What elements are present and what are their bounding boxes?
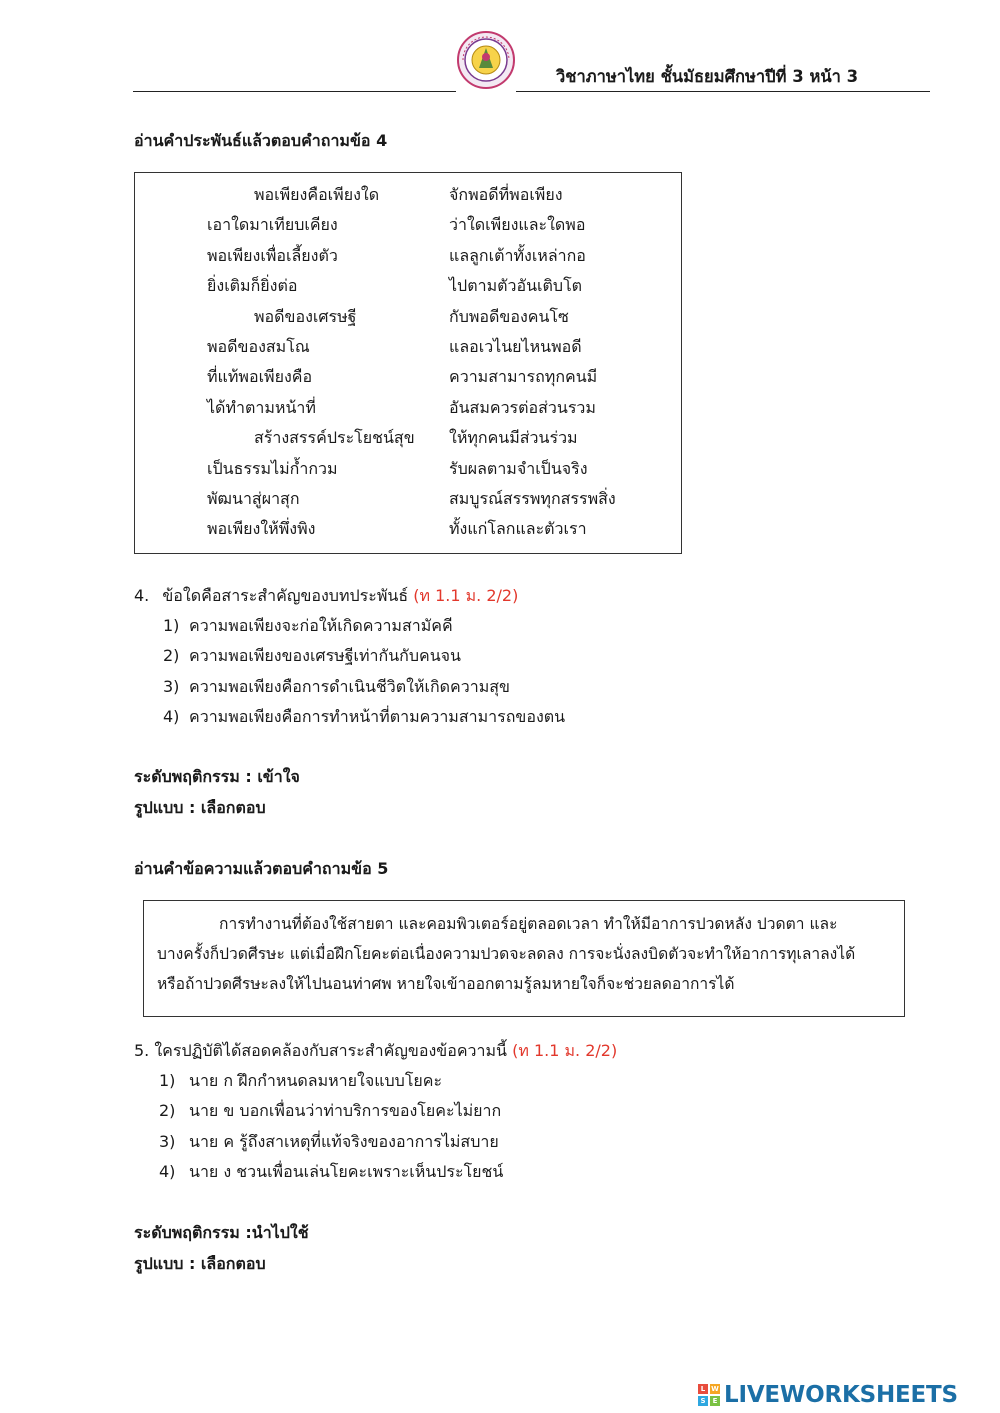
school-logo-icon (455, 30, 517, 90)
poem-line-left: พอดีของสมโณ (207, 337, 310, 356)
choice-number: 3) (159, 1132, 176, 1151)
poem-line-right: ให้ทุกคนมีส่วนร่วม (449, 428, 578, 447)
choice-1[interactable] (159, 1070, 442, 1092)
poem-line-left: พอดีของเศรษฐี (254, 307, 357, 326)
poem-line-left: สร้างสรรค์ประโยชน์สุข (254, 428, 415, 447)
question-4-format: รูปแบบ : เลือกตอบ (134, 798, 266, 817)
poem-line-left: พอเพียงให้พึ่งพิง (207, 519, 316, 538)
poem-line-right: จักพอดีที่พอเพียง (449, 185, 563, 204)
header-divider-right (516, 91, 930, 92)
liveworksheets-wordmark: LIVEWORKSHEETS (724, 1382, 958, 1408)
choice-number: 4) (163, 707, 180, 726)
question-4-behavior-level: ระดับพฤติกรรม : เข้าใจ (134, 767, 300, 786)
logo-block: S (698, 1396, 708, 1406)
poem-line-left: พอเพียงเพื่อเลี้ยงตัว (207, 246, 338, 265)
page-header-title: วิชาภาษาไทย ชั้นมัธยมศึกษาปีที่ 3 หน้า 3 (556, 67, 859, 86)
choice-number: 3) (163, 677, 180, 696)
choice-number: 2) (159, 1101, 176, 1120)
choice-1[interactable] (163, 615, 453, 637)
poem-line-left: ที่แท้พอเพียงคือ (207, 367, 313, 386)
poem-line-right: กับพอดีของคนโซ (449, 307, 569, 326)
poem-line-right: อันสมควรต่อส่วนรวม (449, 398, 596, 417)
question-5-code: (ท 1.1 ม. 2/2) (512, 1041, 618, 1060)
passage-line: บางครั้งก็ปวดศีรษะ แต่เมื่อฝึกโยคะต่อเนื่องความปวดจะลดลง การจะนั่งลงบิดตัวจะทำให้อาการทุเลาลงได้ (157, 945, 856, 963)
poem-line-right: ไปตามตัวอันเติบโต (449, 276, 583, 295)
question-4 (134, 585, 518, 607)
question-4-number: 4. (134, 586, 150, 605)
choice-4[interactable] (159, 1161, 503, 1183)
liveworksheets-logo-icon (698, 1384, 720, 1406)
passage-line: หรือถ้าปวดศีรษะลงให้ไปนอนท่าศพ หายใจเข้าออกตามรู้ลมหายใจก็จะช่วยลดอาการได้ (157, 975, 735, 993)
poem-line-left: พอเพียงคือเพียงใด (254, 185, 380, 204)
poem-line-left: เอาใดมาเทียบเคียง (207, 215, 338, 234)
logo-block: W (711, 1385, 719, 1393)
liveworksheets-watermark (698, 1377, 958, 1413)
header-divider-left (133, 91, 456, 92)
logo-block: E (710, 1396, 720, 1406)
poem-line-left: ยิ่งเติมก็ยิ่งต่อ (207, 276, 298, 295)
choice-3[interactable] (163, 676, 510, 698)
poem-line-right: ทั้งแก่โลกและตัวเรา (449, 519, 587, 538)
choice-2[interactable] (163, 645, 461, 667)
choice-text: นาย ค รู้ถึงสาเหตุที่แท้จริงของอาการไม่สบาย (189, 1132, 499, 1151)
poem-line-right: รับผลตามจำเป็นจริง (449, 459, 588, 478)
poem-line-left: เป็นธรรมไม่ก้ำกวม (207, 459, 338, 478)
logo-block: L (698, 1384, 708, 1394)
choice-text: นาย ง ชวนเพื่อนเล่นโยคะเพราะเห็นประโยชน์ (189, 1162, 504, 1181)
question-5 (134, 1040, 617, 1062)
poem-line-right: สมบูรณ์สรรพทุกสรรพสิ่ง (449, 489, 616, 508)
choice-2[interactable] (159, 1100, 501, 1122)
choice-text: ความพอเพียงคือการทำหน้าที่ตามความสามารถของตน (189, 707, 566, 726)
section2-instruction: อ่านคำข้อความแล้วตอบคำถามข้อ 5 (134, 859, 389, 878)
poem-line-right: ว่าใดเพียงและใดพอ (449, 215, 586, 234)
question-5-text: ใครปฏิบัติได้สอดคล้องกับสาระสำคัญของข้อความนี้ (154, 1041, 507, 1060)
choice-text: ความพอเพียงคือการดำเนินชีวิตให้เกิดความสุข (189, 677, 510, 696)
question-4-code: (ท 1.1 ม. 2/2) (413, 586, 519, 605)
section1-instruction: อ่านคำประพันธ์แล้วตอบคำถามข้อ 4 (134, 131, 388, 150)
poem-line-right: แลลูกเต้าทั้งเหล่ากอ (449, 246, 586, 265)
passage-line: การทำงานที่ต้องใช้สายตา และคอมพิวเตอร์อยู่ตลอดเวลา ทำให้มีอาการปวดหลัง ปวดตา และ (219, 915, 838, 933)
question-5-format: รูปแบบ : เลือกตอบ (134, 1254, 266, 1273)
choice-text: นาย ก ฝึกกำหนดลมหายใจแบบโยคะ (189, 1071, 443, 1090)
poem-line-left: พัฒนาสู่ผาสุก (207, 489, 300, 508)
choice-number: 4) (159, 1162, 176, 1181)
poem-line-right: ความสามารถทุกคนมี (449, 367, 598, 386)
choice-text: นาย ข บอกเพื่อนว่าท่าบริการของโยคะไม่ยาก (189, 1101, 502, 1120)
choice-3[interactable] (159, 1131, 499, 1153)
choice-text: ความพอเพียงของเศรษฐีเท่ากันกับคนจน (189, 646, 461, 665)
choice-number: 1) (163, 616, 180, 635)
choice-text: ความพอเพียงจะก่อให้เกิดความสามัคคี (189, 616, 453, 635)
choice-number: 2) (163, 646, 180, 665)
poem-line-right: แลอเวไนยไหนพอดี (449, 337, 582, 356)
question-5-number: 5. (134, 1041, 150, 1060)
choice-number: 1) (159, 1071, 176, 1090)
poem-line-left: ได้ทำตามหน้าที่ (207, 398, 316, 417)
question-5-behavior-level: ระดับพฤติกรรม :นำไปใช้ (134, 1223, 309, 1242)
choice-4[interactable] (163, 706, 565, 728)
question-4-text: ข้อใดคือสาระสำคัญของบทประพันธ์ (162, 586, 409, 605)
